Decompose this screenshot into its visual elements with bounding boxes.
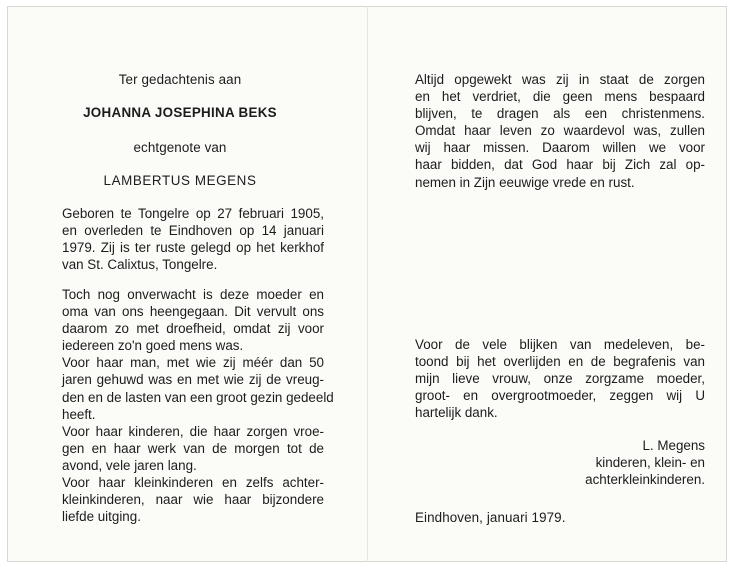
- text-line: gen en haar werk van de morgen tot de: [62, 440, 324, 456]
- text-line: avond, vele jaren lang.: [62, 457, 197, 473]
- card-fold: [367, 6, 368, 562]
- text-line: blijven, te dragen als een christenmens.: [415, 106, 705, 122]
- place-date: Eindhoven, januari 1979.: [415, 510, 566, 525]
- text-line: Toch nog onverwacht is deze moeder en: [62, 287, 324, 302]
- text-line: Voor haar kleinkinderen en zelfs achter-: [62, 475, 324, 491]
- signature-block: [540, 437, 705, 488]
- text-line: groot- en overgrootmoeder, zeggen wij U: [415, 388, 705, 404]
- text-line: en het verdriet, die geen mens bespaard: [415, 89, 705, 105]
- text-line: den en de lasten van een groot gezin gedeeld: [62, 389, 334, 405]
- text-line: 1979. Zij is ter ruste gelegd op het kerkhof: [62, 240, 324, 256]
- faith-paragraph: [415, 71, 705, 191]
- text-line: en overleden te Eindhoven op 14 januari: [62, 223, 324, 239]
- text-line: Altijd opgewekt was zij in staat de zorgen: [415, 72, 705, 87]
- signature-line: achterkleinkinderen.: [585, 472, 705, 488]
- text-line: heeft.: [62, 406, 96, 422]
- birth-death-paragraph: [62, 205, 324, 273]
- text-line: nemen in Zijn eeuwige vrede en rust.: [415, 174, 635, 190]
- text-line: wij haar missen. Daarom willen we voor: [415, 140, 705, 156]
- text-line: daarom zo met droefheid, omdat zij voor: [62, 321, 324, 337]
- spouse-of-label: echtgenote van: [133, 140, 227, 155]
- text-line: Voor haar man, met wie zij méér dan 50: [62, 355, 324, 371]
- text-line: oma van ons heengegaan. Dit vervult ons: [62, 304, 324, 320]
- text-line: haar bidden, dat God haar bij Zich zal op-: [415, 157, 705, 173]
- signature-line: kinderen, klein- en: [595, 455, 705, 471]
- text-line: Omdat haar leven zo waardevol was, zullen: [415, 123, 705, 139]
- text-line: iedereen zo'n goed mens was.: [62, 338, 244, 354]
- tribute-paragraph: [62, 286, 334, 525]
- signature-name: L. Megens: [642, 438, 705, 453]
- text-line: liefde uitging.: [62, 509, 141, 525]
- text-line: Voor haar kinderen, die haar zorgen vroe-: [62, 423, 324, 439]
- in-memory-heading: Ter gedachtenis aan: [118, 72, 242, 87]
- spouse-name: LAMBERTUS MEGENS: [103, 173, 257, 188]
- text-line: hartelijk dank.: [415, 405, 498, 421]
- text-line: toond bij het overlijden en de begrafenis van: [415, 354, 705, 370]
- deceased-name: JOHANNA JOSEPHINA BEKS: [83, 105, 277, 120]
- thanks-paragraph: [415, 336, 705, 421]
- text-line: Voor de vele blijken van medeleven, be-: [415, 337, 705, 352]
- text-line: Geboren te Tongelre op 27 februari 1905,: [62, 206, 324, 221]
- text-line: jaren gehuwd was en met wie zij de vreug-: [62, 372, 324, 388]
- text-line: kleinkinderen, naar wie haar bijzondere: [62, 492, 324, 508]
- text-line: van St. Calixtus, Tongelre.: [62, 257, 218, 273]
- text-line: mijn lieve vrouw, onze zorgzame moeder,: [415, 371, 705, 387]
